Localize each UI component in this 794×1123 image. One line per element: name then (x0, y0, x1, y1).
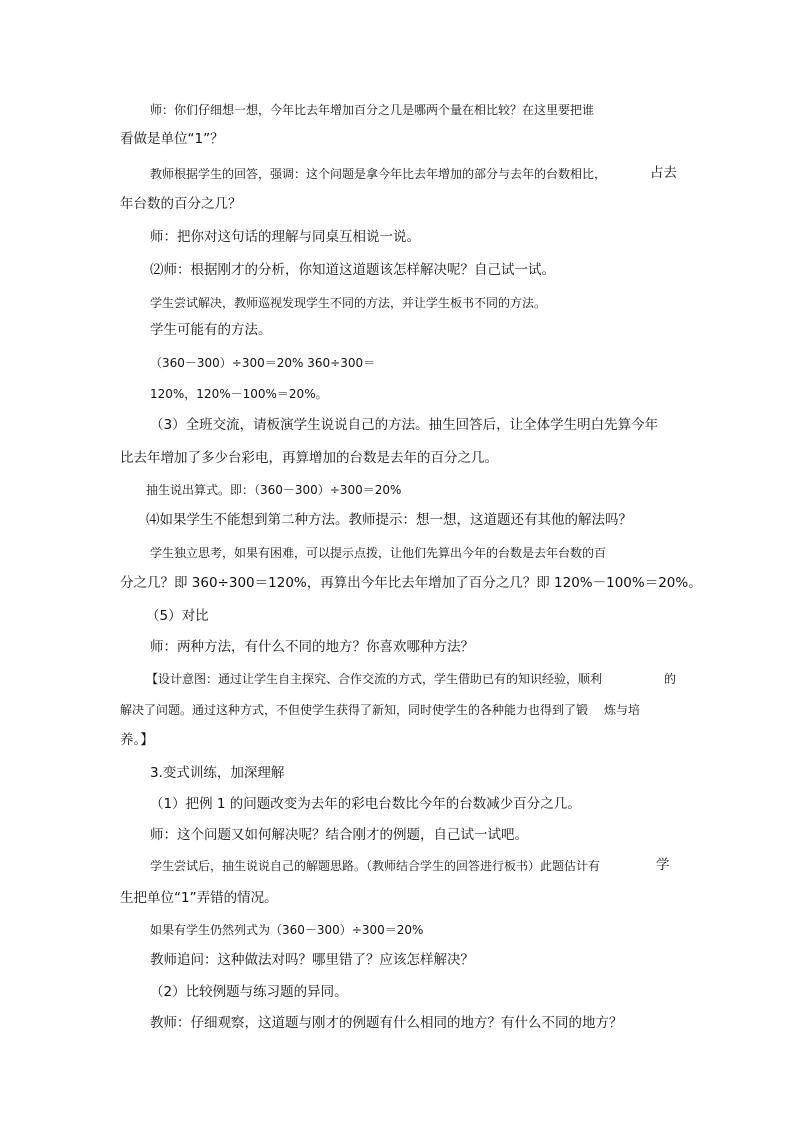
paragraph-line: ⑵师：根据刚才的分析，你知道这道题该怎样解决呢？自己试一试。 (150, 262, 555, 278)
paragraph-line: ⑷如果学生不能想到第二种方法。教师提示：想一想，这道题还有其他的解法吗？ (146, 512, 632, 528)
paragraph-line: 学生尝试后，抽生说说自己的解题思路。（教师结合学生的回答进行板书）此题估计有 (150, 859, 601, 873)
paragraph-line: 教师追问：这种做法对吗？哪里错了？应该怎样解决？ (150, 952, 474, 968)
formula-line: （360－300）÷300＝20% 360÷300＝ (150, 356, 376, 370)
paragraph-line: 师：这个问题又如何解决呢？结合刚才的例题，自己试一试吧。 (150, 827, 528, 843)
paragraph-line: 年台数的百分之几？ (120, 196, 242, 212)
paragraph-line: 看做是单位“1”？ (120, 131, 224, 147)
paragraph-line: 学生独立思考，如果有困难，可以提示点拨，让他们先算出今年的台数是去年台数的百 (150, 546, 607, 560)
section-heading: 3.变式训练，加深理解 (150, 765, 285, 781)
paragraph-line: 学生尝试解决，教师巡视发现学生不同的方法，并让学生板书不同的方法。 (150, 296, 547, 310)
design-intent-line: 炼与培 (604, 703, 641, 717)
paragraph-line: （3）全班交流，请板演学生说说自己的方法。抽生回答后，让全体学生明白先算今年 (150, 417, 659, 433)
paragraph-line: （5）对比 (146, 608, 209, 624)
formula-line: 如果有学生仍然列式为（360－300）÷300＝20% (150, 923, 424, 937)
paragraph-line: 生把单位“1”弄错的情况。 (120, 890, 278, 906)
paragraph-line: 教师：仔细观察，这道题与刚才的例题有什么相同的地方？有什么不同的地方？ (150, 1015, 623, 1031)
paragraph-line: （2）比较例题与练习题的异同。 (150, 984, 348, 1000)
paragraph-line: 学生可能有的方法。 (150, 322, 272, 338)
paragraph-line: 占去 (650, 165, 677, 181)
paragraph-line: 学 (656, 857, 670, 873)
paragraph-line: 教师根据学生的回答，强调：这个问题是拿今年比去年增加的部分与去年的台数相比， (150, 167, 607, 181)
paragraph-line: 比去年增加了多少台彩电，再算增加的台数是去年的百分之几。 (120, 450, 498, 466)
design-intent-line: 【设计意图：通过让学生自主探究、合作交流的方式，学生借助已有的知识经验，顺利 (146, 672, 603, 686)
paragraph-line: 抽生说出算式。即：（360－300）÷300＝20% (146, 483, 402, 497)
paragraph-line: 师：你们仔细想一想，今年比去年增加百分之几是哪两个量在相比较？在这里要把谁 (150, 103, 595, 117)
paragraph-line: （1）把例 1 的问题改变为去年的彩电台数比今年的台数减少百分之几。 (150, 796, 581, 812)
paragraph-line: 分之几？即 360÷300＝120%，再算出今年比去年增加了百分之几？即 120%－100%＝20%。 (120, 575, 702, 591)
paragraph-line: 师：两种方法，有什么不同的地方？你喜欢哪种方法？ (150, 639, 474, 655)
design-intent-line: 养。】 (120, 732, 154, 748)
paragraph-line: 师：把你对这句话的理解与同桌互相说一说。 (150, 229, 420, 245)
design-intent-line: 的 (664, 672, 677, 686)
design-intent-line: 解决了问题。通过这种方式，不但使学生获得了新知，同时使学生的各种能力也得到了锻 (120, 703, 589, 717)
formula-line: 120%，120%－100%＝20%。 (150, 387, 328, 401)
